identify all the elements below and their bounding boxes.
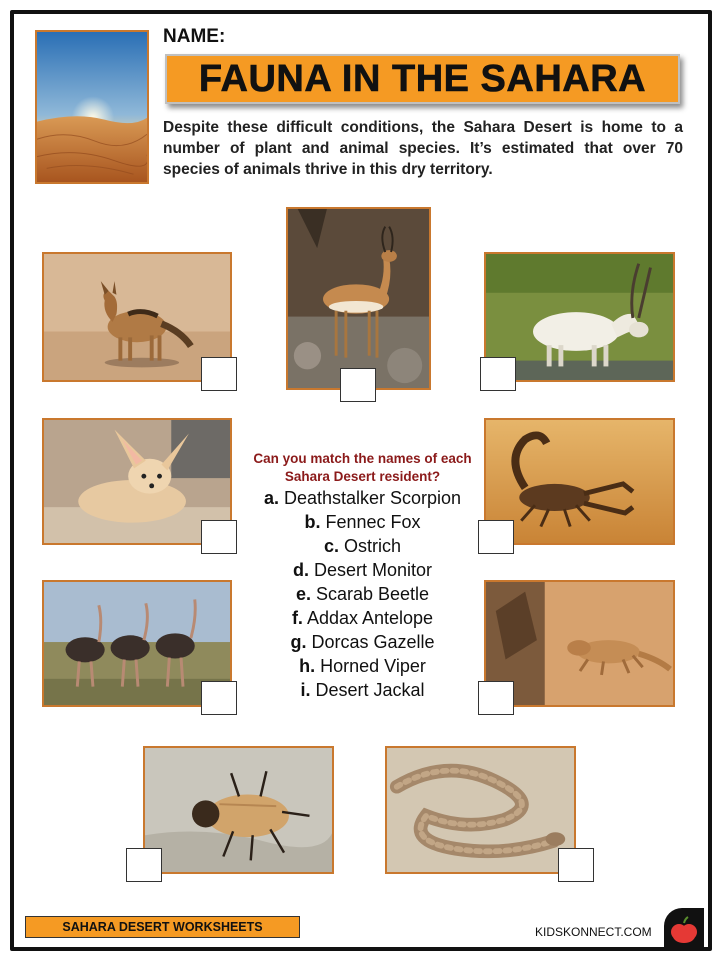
option-item	[230, 510, 495, 534]
gazelle-photo	[286, 207, 431, 390]
option-letter: b.	[304, 512, 321, 532]
option-letter: h.	[299, 656, 316, 676]
answer-box-addax[interactable]	[480, 357, 516, 391]
option-letter: f.	[291, 608, 303, 628]
option-item	[230, 630, 495, 654]
page-title: FAUNA IN THE SAHARA	[198, 58, 647, 100]
viper-photo	[385, 746, 576, 874]
option-name: Fennec Fox	[325, 512, 421, 532]
intro-paragraph: Despite these difficult conditions, the Sahara Desert is home to a number of plant and animal species. It’s estimated that over 70 species of animals thrive in this dry territory.	[163, 119, 683, 178]
quiz-question: Can you match the names of each Sahara Desert resident?	[253, 451, 472, 484]
option-item	[230, 678, 495, 702]
option-letter: e.	[295, 584, 311, 604]
beetle-photo	[143, 746, 334, 874]
option-item	[230, 558, 495, 582]
title-banner	[165, 54, 680, 104]
answer-box-viper[interactable]	[558, 848, 594, 882]
option-letter: a.	[263, 488, 279, 508]
option-name: Scarab Beetle	[315, 584, 430, 604]
footer-series-label: SAHARA DESERT WORKSHEETS	[25, 916, 300, 938]
option-item	[230, 582, 495, 606]
options-list	[230, 486, 495, 702]
option-item	[230, 534, 495, 558]
option-name: Desert Jackal	[315, 680, 425, 700]
name-label: NAME:	[163, 26, 226, 47]
option-letter: d.	[292, 560, 309, 580]
answer-box-beetle[interactable]	[126, 848, 162, 882]
apple-logo-icon	[664, 908, 704, 948]
option-letter: g.	[290, 632, 307, 652]
option-name: Ostrich	[344, 536, 402, 556]
option-item	[230, 606, 495, 630]
option-name: Dorcas Gazelle	[311, 632, 435, 652]
option-name: Addax Antelope	[306, 608, 434, 628]
option-item	[230, 486, 495, 510]
option-name: Deathstalker Scorpion	[283, 488, 462, 508]
footer-site-link[interactable]: KIDSKONNECT.COM	[535, 925, 652, 939]
option-name: Horned Viper	[320, 656, 426, 676]
option-letter: i.	[300, 680, 311, 700]
answer-box-jackal[interactable]	[201, 357, 237, 391]
desert-dunes-photo	[35, 30, 149, 184]
option-name: Desert Monitor	[313, 560, 433, 580]
answer-box-gazelle[interactable]	[340, 368, 376, 402]
option-letter: c.	[323, 536, 339, 556]
option-item	[230, 654, 495, 678]
